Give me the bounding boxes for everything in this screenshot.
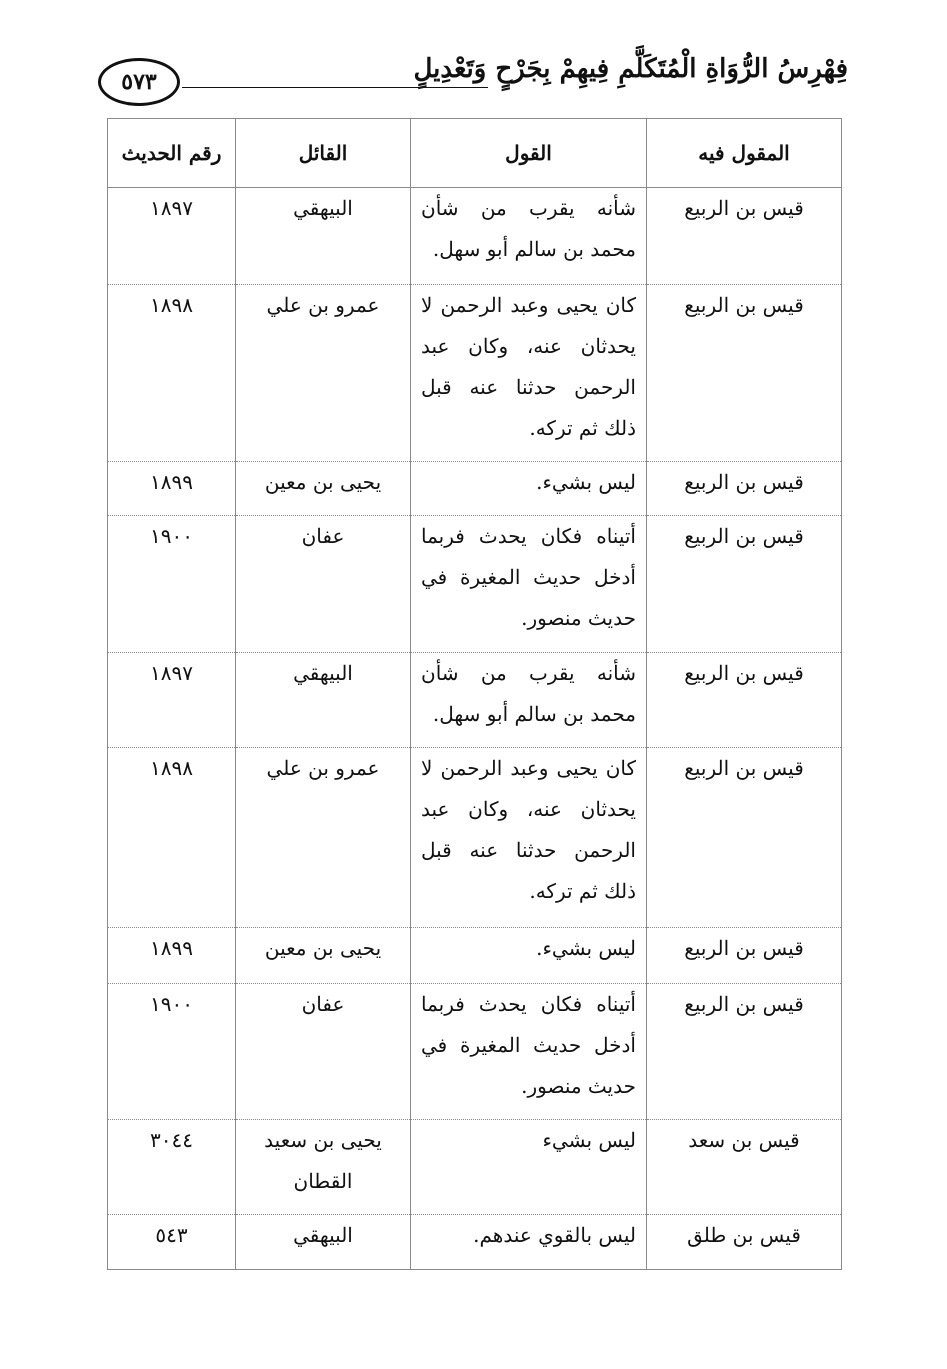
cell-subject: قيس بن الربيع: [647, 462, 842, 516]
cell-speaker: البيهقي: [236, 188, 411, 285]
cell-saying: شأنه يقرب من شأن محمد بن سالم أبو سهل.: [411, 653, 647, 748]
cell-subject: قيس بن سعد: [647, 1120, 842, 1215]
cell-saying: كان يحيى وعبد الرحمن لا يحدثان عنه، وكان عبد الرحمن حدثنا عنه قبل ذلك ثم تركه.: [411, 748, 647, 928]
cell-saying: ليس بشيء.: [411, 462, 647, 516]
cell-speaker: عفان: [236, 984, 411, 1120]
column-header-saying: القول: [411, 119, 647, 188]
table-row: [108, 516, 842, 653]
cell-saying: أتيناه فكان يحدث فربما أدخل حديث المغيرة في حديث منصور.: [411, 516, 647, 653]
cell-speaker: يحيى بن معين: [236, 928, 411, 984]
cell-subject: قيس بن الربيع: [647, 984, 842, 1120]
cell-subject: قيس بن الربيع: [647, 653, 842, 748]
cell-saying: أتيناه فكان يحدث فربما أدخل حديث المغيرة في حديث منصور.: [411, 984, 647, 1120]
column-header-number: رقم الحديث: [108, 119, 236, 188]
cell-number: ١٨٩٩: [108, 928, 236, 984]
cell-number: ١٩٠٠: [108, 516, 236, 653]
cell-saying: ليس بشيء.: [411, 928, 647, 984]
cell-subject: قيس بن الربيع: [647, 188, 842, 285]
cell-speaker: البيهقي: [236, 1215, 411, 1270]
cell-number: ١٨٩٧: [108, 188, 236, 285]
header-rule: [182, 87, 488, 88]
column-header-subject: المقول فيه: [647, 119, 842, 188]
table-row: [108, 285, 842, 462]
page-title: فِهْرِسُ الرُّوَاةِ الْمُتَكَلَّمِ فِيهِمْ بِجَرْحٍ وَتَعْدِيلٍ: [413, 54, 848, 84]
table-row: [108, 1215, 842, 1270]
page-number-badge: [98, 58, 180, 106]
cell-speaker: عفان: [236, 516, 411, 653]
column-header-speaker: القائل: [236, 119, 411, 188]
table-row: [108, 462, 842, 516]
cell-number: ٥٤٣: [108, 1215, 236, 1270]
cell-number: ١٨٩٩: [108, 462, 236, 516]
table-header-row: [108, 119, 842, 188]
cell-saying: كان يحيى وعبد الرحمن لا يحدثان عنه، وكان عبد الرحمن حدثنا عنه قبل ذلك ثم تركه.: [411, 285, 647, 462]
cell-number: ١٨٩٨: [108, 748, 236, 928]
cell-speaker: عمرو بن علي: [236, 748, 411, 928]
table-row: [108, 748, 842, 928]
cell-number: ١٨٩٧: [108, 653, 236, 748]
page-number: ٥٧٣: [121, 69, 157, 95]
cell-subject: قيس بن الربيع: [647, 516, 842, 653]
cell-number: ١٩٠٠: [108, 984, 236, 1120]
cell-speaker: عمرو بن علي: [236, 285, 411, 462]
table-row: [108, 1120, 842, 1215]
cell-number: ٣٠٤٤: [108, 1120, 236, 1215]
cell-subject: قيس بن الربيع: [647, 928, 842, 984]
cell-number: ١٨٩٨: [108, 285, 236, 462]
cell-saying: ليس بالقوي عندهم.: [411, 1215, 647, 1270]
table-row: [108, 188, 842, 285]
table-row: [108, 928, 842, 984]
cell-saying: شأنه يقرب من شأن محمد بن سالم أبو سهل.: [411, 188, 647, 285]
cell-subject: قيس بن الربيع: [647, 748, 842, 928]
table-row: [108, 653, 842, 748]
narrators-table: [107, 118, 842, 1270]
cell-speaker: يحيى بن معين: [236, 462, 411, 516]
cell-speaker: البيهقي: [236, 653, 411, 748]
cell-subject: قيس بن الربيع: [647, 285, 842, 462]
cell-speaker: يحيى بن سعيد القطان: [236, 1120, 411, 1215]
page-header: [98, 48, 848, 108]
table-row: [108, 984, 842, 1120]
cell-subject: قيس بن طلق: [647, 1215, 842, 1270]
cell-saying: ليس بشيء: [411, 1120, 647, 1215]
